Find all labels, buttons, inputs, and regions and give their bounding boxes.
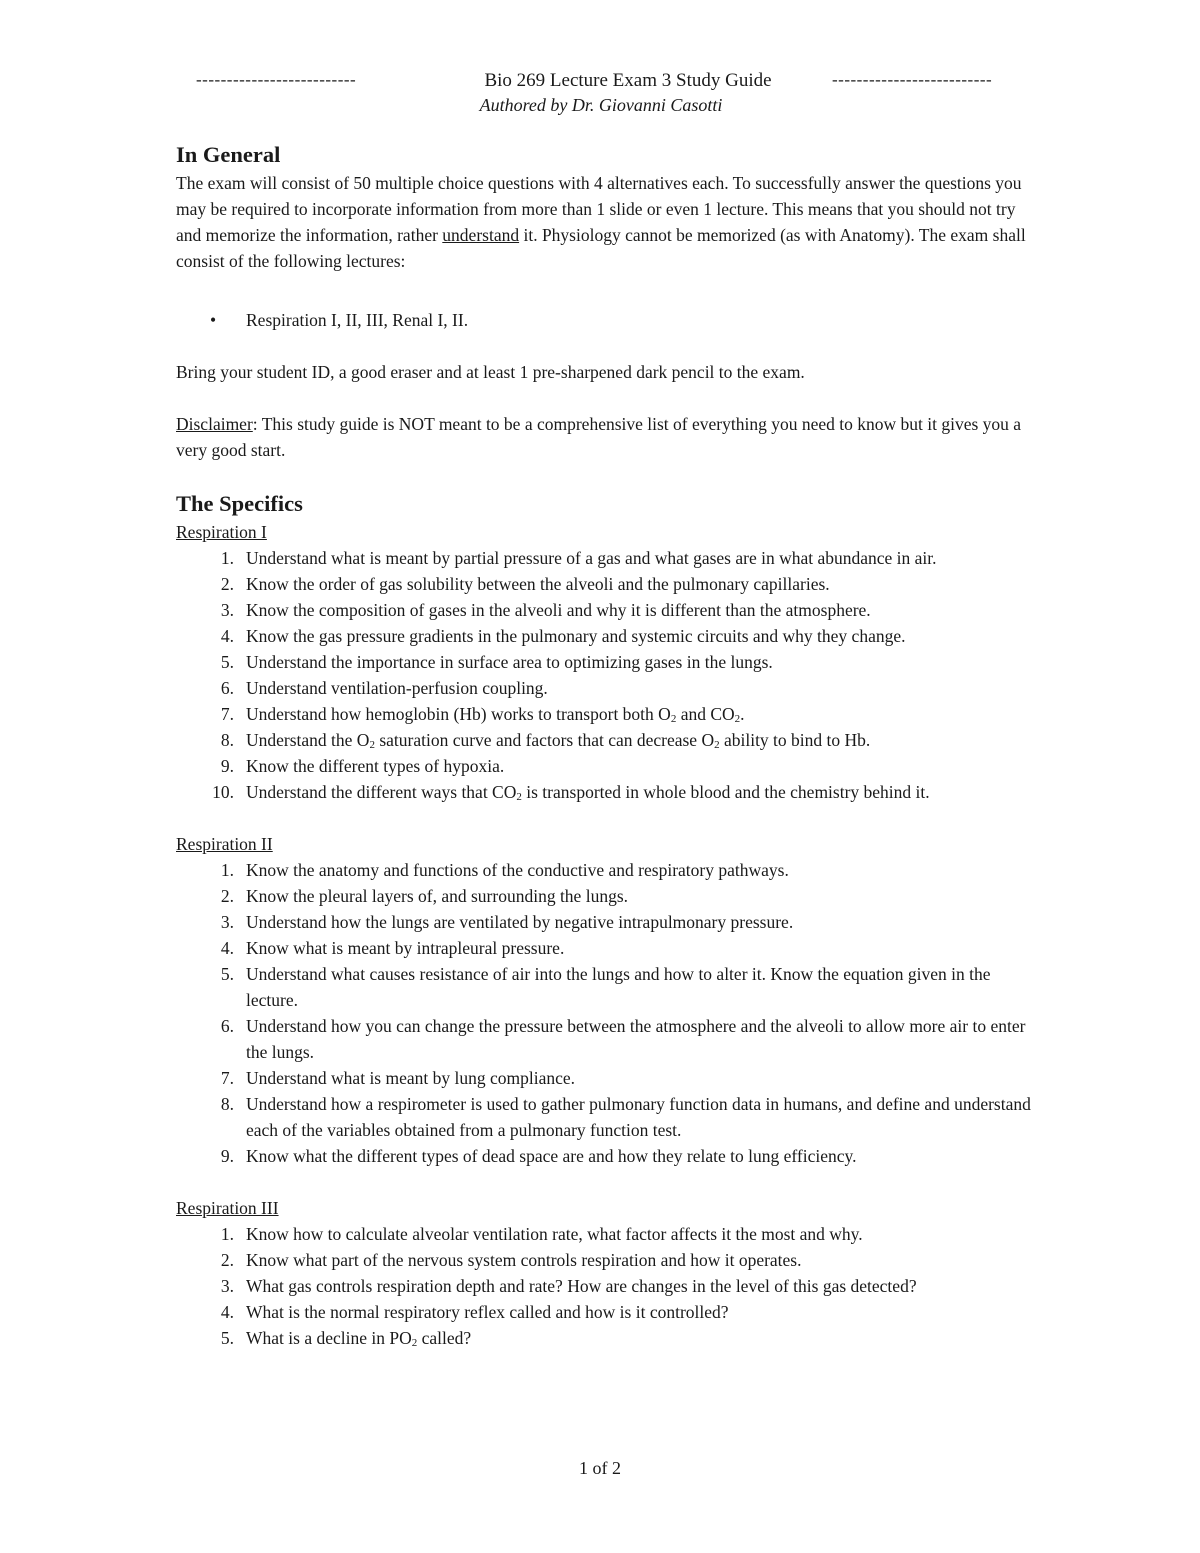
bullet-icon: •: [210, 310, 217, 330]
disclaimer-text: : This study guide is NOT meant to be a comprehensive list of everything you need to know but it gives you a very good start.: [176, 414, 1022, 460]
intro-text-end: it. Physiology cannot be memorized (as with Anatomy). The exam shall consist of the following lectures:: [176, 225, 1026, 271]
item-number: 4.: [220, 1302, 234, 1322]
list-item: [176, 675, 1036, 701]
item-number: 1.: [220, 860, 234, 880]
respiration-2-list: [176, 857, 1036, 1169]
general-intro: [176, 170, 1036, 274]
list-item: [176, 883, 1036, 909]
respiration-2-title: Respiration II: [176, 834, 273, 854]
item-text: What gas controls respiration depth and rate? How are changes in the level of this gas detected?: [246, 1276, 917, 1296]
lecture-list: [176, 307, 1036, 333]
item-text: Know what the different types of dead space are and how they relate to lung efficiency.: [246, 1146, 857, 1166]
item-number: 2.: [220, 574, 234, 594]
item-number: 8.: [220, 1094, 234, 1114]
item-number: 5.: [220, 652, 234, 672]
item-number: 3.: [220, 1276, 234, 1296]
item-text: Know the different types of hypoxia.: [246, 756, 505, 776]
intro-text-start: The exam will consist of 50 multiple choice questions with 4 alternatives each. To successfully answer the questions you may be required to incorporate information from more than 1 slide or even 1 lecture. This means that you should not try and memorize the information, rather: [176, 173, 1022, 245]
item-text: Know the order of gas solubility between the alveoli and the pulmonary capillaries.: [246, 574, 830, 594]
list-item: [176, 1247, 1036, 1273]
item-text: Understand the importance in surface area to optimizing gases in the lungs.: [246, 652, 773, 672]
list-item: [176, 545, 1036, 571]
respiration-1-list: [176, 545, 1036, 805]
item-number: 4.: [220, 626, 234, 646]
item-text: Understand the $O_2$ saturation curve and factors that can decrease $O_2$ ability to bind to Hb.: [246, 730, 871, 751]
list-item: [176, 727, 1036, 753]
list-item: [176, 1091, 1036, 1143]
lecture-text: Respiration I, II, III, Renal I, II.: [246, 310, 469, 330]
item-number: 8.: [220, 730, 234, 750]
list-item: [176, 935, 1036, 961]
disclaimer-label: Disclaimer: [176, 414, 253, 434]
item-number: 10.: [212, 782, 234, 802]
general-heading: In General: [176, 142, 281, 167]
list-item: [176, 753, 1036, 779]
item-text: Understand how you can change the pressure between the atmosphere and the alveoli to allow more air to enter the lungs.: [246, 1016, 1026, 1062]
item-text: Understand what is meant by partial pressure of a gas and what gases are in what abundance in air.: [246, 548, 937, 568]
list-item: [176, 1143, 1036, 1169]
item-number: 6.: [220, 678, 234, 698]
document-title: Bio 269 Lecture Exam 3 Study Guide: [484, 70, 772, 91]
list-item: [176, 1273, 1036, 1299]
item-text: Understand how the lungs are ventilated by negative intrapulmonary pressure.: [246, 912, 794, 932]
list-item: [176, 597, 1036, 623]
item-number: 2.: [220, 1250, 234, 1270]
respiration-1-title: Respiration I: [176, 522, 267, 542]
item-text: What is a decline in $PO_2$ called?: [246, 1328, 472, 1349]
list-item: [176, 701, 1036, 727]
item-text: What is the normal respiratory reflex called and how is it controlled?: [246, 1302, 729, 1322]
intro-underlined-word: understand: [442, 225, 520, 245]
list-item: [176, 649, 1036, 675]
specifics-section: [176, 489, 1036, 1351]
item-number: 3.: [220, 600, 234, 620]
item-number: 9.: [220, 756, 234, 776]
item-text: Know the pleural layers of, and surrounding the lungs.: [246, 886, 629, 906]
list-item: [176, 909, 1036, 935]
specifics-heading: The Specifics: [176, 491, 303, 516]
item-text: Know what part of the nervous system controls respiration and how it operates.: [246, 1250, 802, 1270]
item-text: Know what is meant by intrapleural pressure.: [246, 938, 565, 958]
list-item: [176, 857, 1036, 883]
list-item: [176, 307, 1036, 333]
header-right-rule: --------------------------: [832, 70, 993, 89]
item-number: 5.: [220, 964, 234, 984]
general-section: [176, 140, 1036, 463]
list-item: [176, 1325, 1036, 1351]
item-text: Understand how a respirometer is used to gather pulmonary function data in humans, and define and understand each of the variables obtained from a pulmonary function test.: [246, 1094, 1031, 1140]
list-item: [176, 961, 1036, 1013]
document-author: Authored by Dr. Giovanni Casotti: [479, 95, 723, 115]
item-text: Know how to calculate alveolar ventilation rate, what factor affects it the most and why.: [246, 1224, 863, 1244]
item-text: Know the composition of gases in the alveoli and why it is different than the atmosphere.: [246, 600, 871, 620]
item-number: 5.: [220, 1328, 234, 1348]
list-item: [176, 1013, 1036, 1065]
list-item: [176, 1221, 1036, 1247]
item-number: 6.: [220, 1016, 234, 1036]
bring-instructions: Bring your student ID, a good eraser and at least 1 pre-sharpened dark pencil to the exam.: [176, 362, 805, 382]
item-text: Understand the different ways that $CO_2$ is transported in whole blood and the chemistry behind it.: [246, 782, 930, 803]
header-left-rule: --------------------------: [196, 70, 357, 89]
item-number: 3.: [220, 912, 234, 932]
item-number: 1.: [220, 548, 234, 568]
item-number: 1.: [220, 1224, 234, 1244]
item-text: Understand what causes resistance of air into the lungs and how to alter it. Know the equation given in the lecture.: [246, 964, 991, 1010]
item-number: 7.: [220, 1068, 234, 1088]
list-item: [176, 571, 1036, 597]
list-item: [176, 1299, 1036, 1325]
item-text: Know the anatomy and functions of the conductive and respiratory pathways.: [246, 860, 789, 880]
disclaimer: [176, 411, 1036, 463]
list-item: [176, 1065, 1036, 1091]
list-item: [176, 623, 1036, 649]
document-header: [0, 70, 1200, 96]
respiration-3-list: [176, 1221, 1036, 1351]
document-body: [176, 140, 1036, 1351]
item-number: 2.: [220, 886, 234, 906]
item-number: 9.: [220, 1146, 234, 1166]
item-number: 7.: [220, 704, 234, 724]
item-number: 4.: [220, 938, 234, 958]
item-text: Know the gas pressure gradients in the pulmonary and systemic circuits and why they change.: [246, 626, 906, 646]
item-text: Understand what is meant by lung compliance.: [246, 1068, 576, 1088]
respiration-3-title: Respiration III: [176, 1198, 279, 1218]
list-item: [176, 779, 1036, 805]
page-number: 1 of 2: [579, 1458, 621, 1478]
item-text: Understand how hemoglobin (Hb) works to transport both $O_2$ and $CO_2$.: [246, 704, 745, 725]
item-text: Understand ventilation-perfusion coupling.: [246, 678, 548, 698]
